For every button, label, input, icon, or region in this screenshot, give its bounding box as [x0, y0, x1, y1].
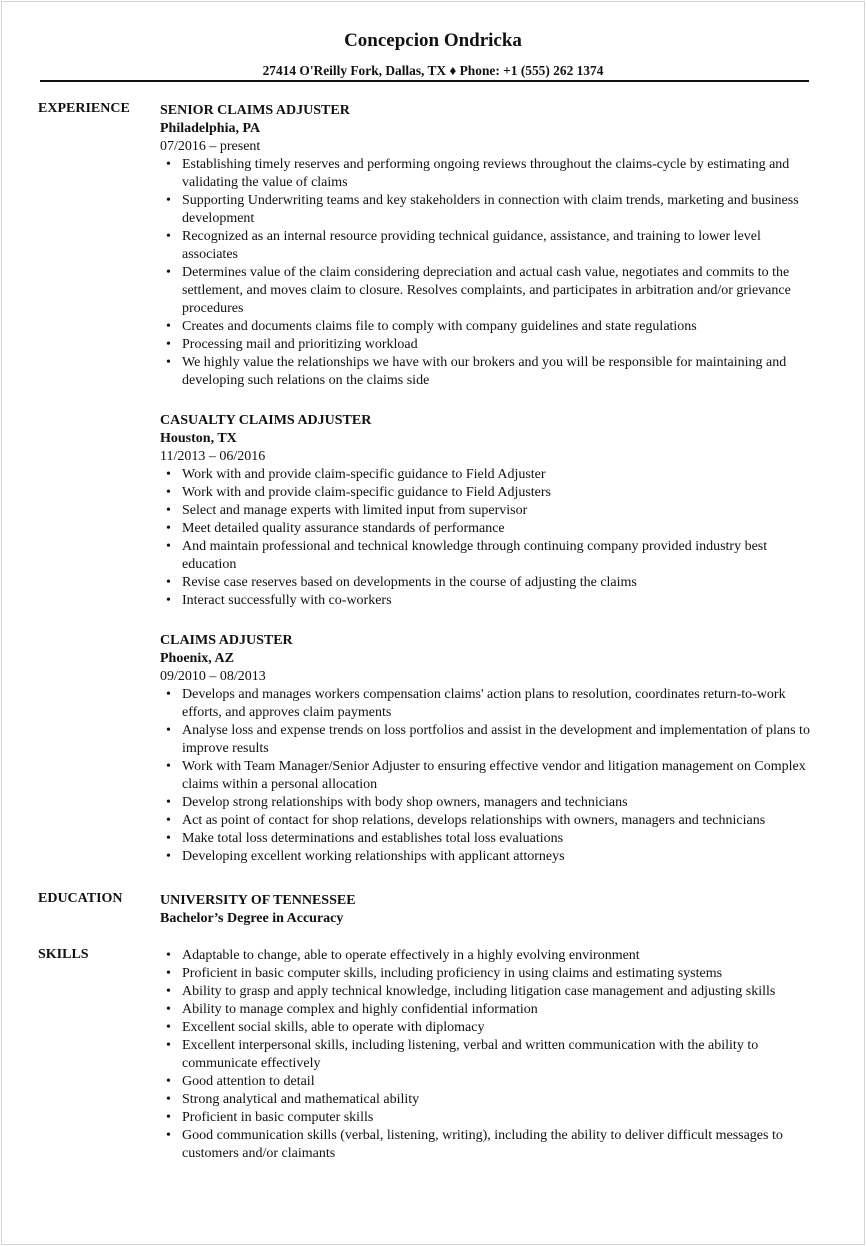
job-senior-claims-adjuster: [160, 102, 820, 390]
job-bullets: [160, 466, 820, 610]
list-item: • Ability to manage complex and highly confidential information: [160, 1001, 820, 1019]
header-divider: [40, 80, 809, 82]
job-location: Philadelphia, PA: [160, 121, 261, 136]
job-dates: 09/2010 – 08/2013: [160, 669, 266, 684]
list-item: • Good attention to detail: [160, 1073, 820, 1091]
candidate-name: Concepcion Ondricka: [344, 30, 522, 51]
list-item: • Make total loss determinations and establishes total loss evaluations: [160, 830, 820, 848]
job-claims-adjuster: [160, 632, 820, 866]
list-item: • Select and manage experts with limited input from supervisor: [160, 502, 820, 520]
list-item: • Supporting Underwriting teams and key stakeholders in connection with claim trends, marketing and business development: [160, 192, 820, 228]
list-item: • Work with and provide claim-specific guidance to Field Adjusters: [160, 484, 820, 502]
degree: Bachelor’s Degree in Accuracy: [160, 911, 344, 926]
list-item: • Excellent interpersonal skills, including listening, verbal and written communication with the ability to communicate effectively: [160, 1037, 820, 1073]
list-item: • We highly value the relationships we have with our brokers and you will be responsible for maintaining and developing such relations on the claims side: [160, 354, 820, 390]
experience-heading: EXPERIENCE: [38, 101, 130, 116]
job-title: CLAIMS ADJUSTER: [160, 633, 293, 648]
list-item: • Act as point of contact for shop relations, develops relationships with owners, managers and technicians: [160, 812, 820, 830]
school-name: UNIVERSITY OF TENNESSEE: [160, 893, 356, 908]
list-item: • Revise case reserves based on developments in the course of adjusting the claims: [160, 574, 820, 592]
job-casualty-claims-adjuster: [160, 412, 820, 610]
education-entry: [160, 892, 820, 928]
list-item: • Establishing timely reserves and performing ongoing reviews throughout the claims-cycle by estimating and validating the value of claims: [160, 156, 820, 192]
list-item: • Developing excellent working relationships with applicant attorneys: [160, 848, 820, 866]
list-item: • Meet detailed quality assurance standards of performance: [160, 520, 820, 538]
list-item: • Ability to grasp and apply technical knowledge, including litigation case management and adjusting skills: [160, 983, 820, 1001]
list-item: • Excellent social skills, able to operate with diplomacy: [160, 1019, 820, 1037]
list-item: • Creates and documents claims file to comply with company guidelines and state regulations: [160, 318, 820, 336]
contact-line: 27414 O'Reilly Fork, Dallas, TX ♦ Phone: +1 (555) 262 1374: [262, 63, 604, 78]
list-item: • Proficient in basic computer skills, including proficiency in using claims and estimating systems: [160, 965, 820, 983]
list-item: • Work with Team Manager/Senior Adjuster to ensuring effective vendor and litigation management on Complex claims within a personal allocation: [160, 758, 820, 794]
list-item: • Good communication skills (verbal, listening, writing), including the ability to deliver difficult messages to customers and/or claimants: [160, 1127, 820, 1163]
list-item: • Recognized as an internal resource providing technical guidance, assistance, and training to lower level associates: [160, 228, 820, 264]
list-item: • Develops and manages workers compensation claims' action plans to resolution, coordinates return-to-work efforts, and approves claim payments: [160, 686, 820, 722]
list-item: • Strong analytical and mathematical ability: [160, 1091, 820, 1109]
job-title: CASUALTY CLAIMS ADJUSTER: [160, 413, 372, 428]
list-item: • And maintain professional and technical knowledge through continuing company provided industry best education: [160, 538, 820, 574]
list-item: • Interact successfully with co-workers: [160, 592, 820, 610]
list-item: • Develop strong relationships with body shop owners, managers and technicians: [160, 794, 820, 812]
list-item: • Proficient in basic computer skills: [160, 1109, 820, 1127]
skills-heading: SKILLS: [38, 947, 89, 962]
skills-bullets: [160, 947, 820, 1163]
job-dates: 07/2016 – present: [160, 139, 261, 154]
list-item: • Adaptable to change, able to operate effectively in a highly evolving environment: [160, 947, 820, 965]
list-item: • Work with and provide claim-specific guidance to Field Adjuster: [160, 466, 820, 484]
education-heading: EDUCATION: [38, 891, 123, 906]
skills-list: [160, 947, 820, 1163]
job-bullets: [160, 156, 820, 390]
list-item: • Determines value of the claim considering depreciation and actual cash value, negotiates and commits to the settlement, and moves claim to closure. Resolves complaints, and participates in arbitration and/or grievance procedures: [160, 264, 820, 318]
job-title: SENIOR CLAIMS ADJUSTER: [160, 103, 350, 118]
job-location: Houston, TX: [160, 431, 237, 446]
job-location: Phoenix, AZ: [160, 651, 234, 666]
job-dates: 11/2013 – 06/2016: [160, 449, 266, 464]
list-item: • Analyse loss and expense trends on loss portfolios and assist in the development and implementation of plans to improve results: [160, 722, 820, 758]
job-bullets: [160, 686, 820, 866]
list-item: • Processing mail and prioritizing workload: [160, 336, 820, 354]
